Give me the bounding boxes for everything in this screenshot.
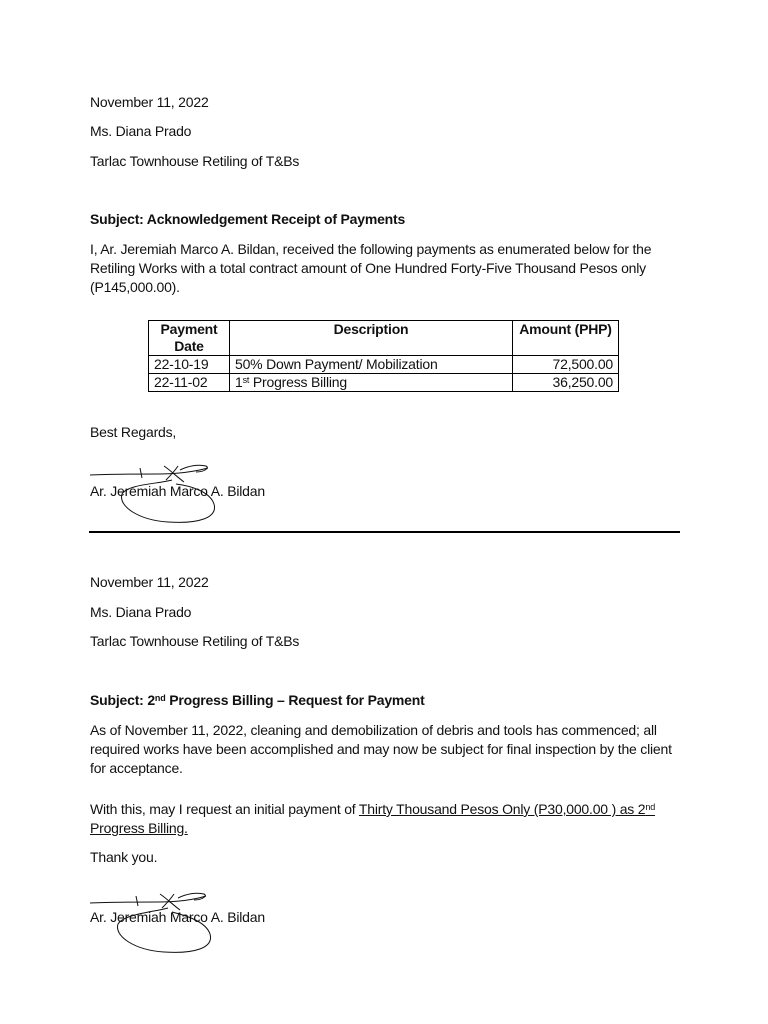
letter2-subject-post: Progress Billing – Request for Payment (165, 692, 425, 708)
letter2-subject (90, 692, 425, 708)
row1-description: 50% Down Payment/ Mobilization (230, 356, 513, 374)
request-amount-post: Progress Billing. (90, 820, 188, 836)
letter1-date: November 11, 2022 (90, 94, 209, 110)
letter2-body: As of November 11, 2022, cleaning and demobilization of debris and tools has commenced; all required works have been accomplished and may now be subject for final inspection by the client for acceptance. (90, 722, 672, 776)
row2-amount: 36,250.00 (513, 374, 619, 392)
letter1-subject: Subject: Acknowledgement Receipt of Payments (90, 211, 406, 227)
table-header-row (149, 321, 619, 356)
payments-table (148, 320, 619, 392)
letter2-thanks: Thank you. (90, 849, 158, 865)
letter1-project: Tarlac Townhouse Retiling of T&Bs (90, 153, 300, 169)
request-amount-text: Thirty Thousand Pesos Only (P30,000.00 ) as 2 (358, 801, 646, 817)
letter1-recipient: Ms. Diana Prado (90, 123, 192, 139)
header-payment-date (149, 321, 230, 356)
header-date-line1: Payment (160, 321, 218, 337)
table-row (149, 356, 619, 374)
row2-date: 22-11-02 (149, 374, 230, 392)
row1-date: 22-10-19 (149, 356, 230, 374)
header-date-line2: Date (174, 338, 204, 354)
header-amount: Amount (PHP) (513, 321, 619, 356)
letter2-subject-pre: Subject: 2 (90, 692, 155, 708)
request-text: With this, may I request an initial payment of (90, 801, 359, 817)
table-row (149, 374, 619, 392)
letter2-date: November 11, 2022 (90, 574, 209, 590)
letter2-request (90, 800, 675, 838)
row2-description (230, 374, 513, 392)
letter2-subject-sup: nd (154, 693, 166, 703)
header-description: Description (230, 321, 513, 356)
section-divider (89, 531, 680, 533)
letter2-project: Tarlac Townhouse Retiling of T&Bs (90, 633, 300, 649)
letter2-signatory: Ar. Jeremiah Marco A. Bildan (90, 909, 265, 925)
letter1-body: I, Ar. Jeremiah Marco A. Bildan, received the following payments as enumerated below for the Retiling Works with a total contract amount of One Hundred Forty-Five Thousand Pesos only (P145,000.00). (90, 241, 652, 295)
row2-ordinal-num: 1 (235, 374, 243, 390)
letter1-closing: Best Regards, (90, 424, 177, 440)
letter2-recipient: Ms. Diana Prado (90, 604, 192, 620)
letter1-signatory: Ar. Jeremiah Marco A. Bildan (90, 483, 265, 499)
row2-ordinal-suffix: st (242, 375, 250, 385)
row1-amount: 72,500.00 (513, 356, 619, 374)
row2-description-text: Progress Billing (249, 374, 347, 390)
request-amount-sup: nd (645, 802, 656, 812)
